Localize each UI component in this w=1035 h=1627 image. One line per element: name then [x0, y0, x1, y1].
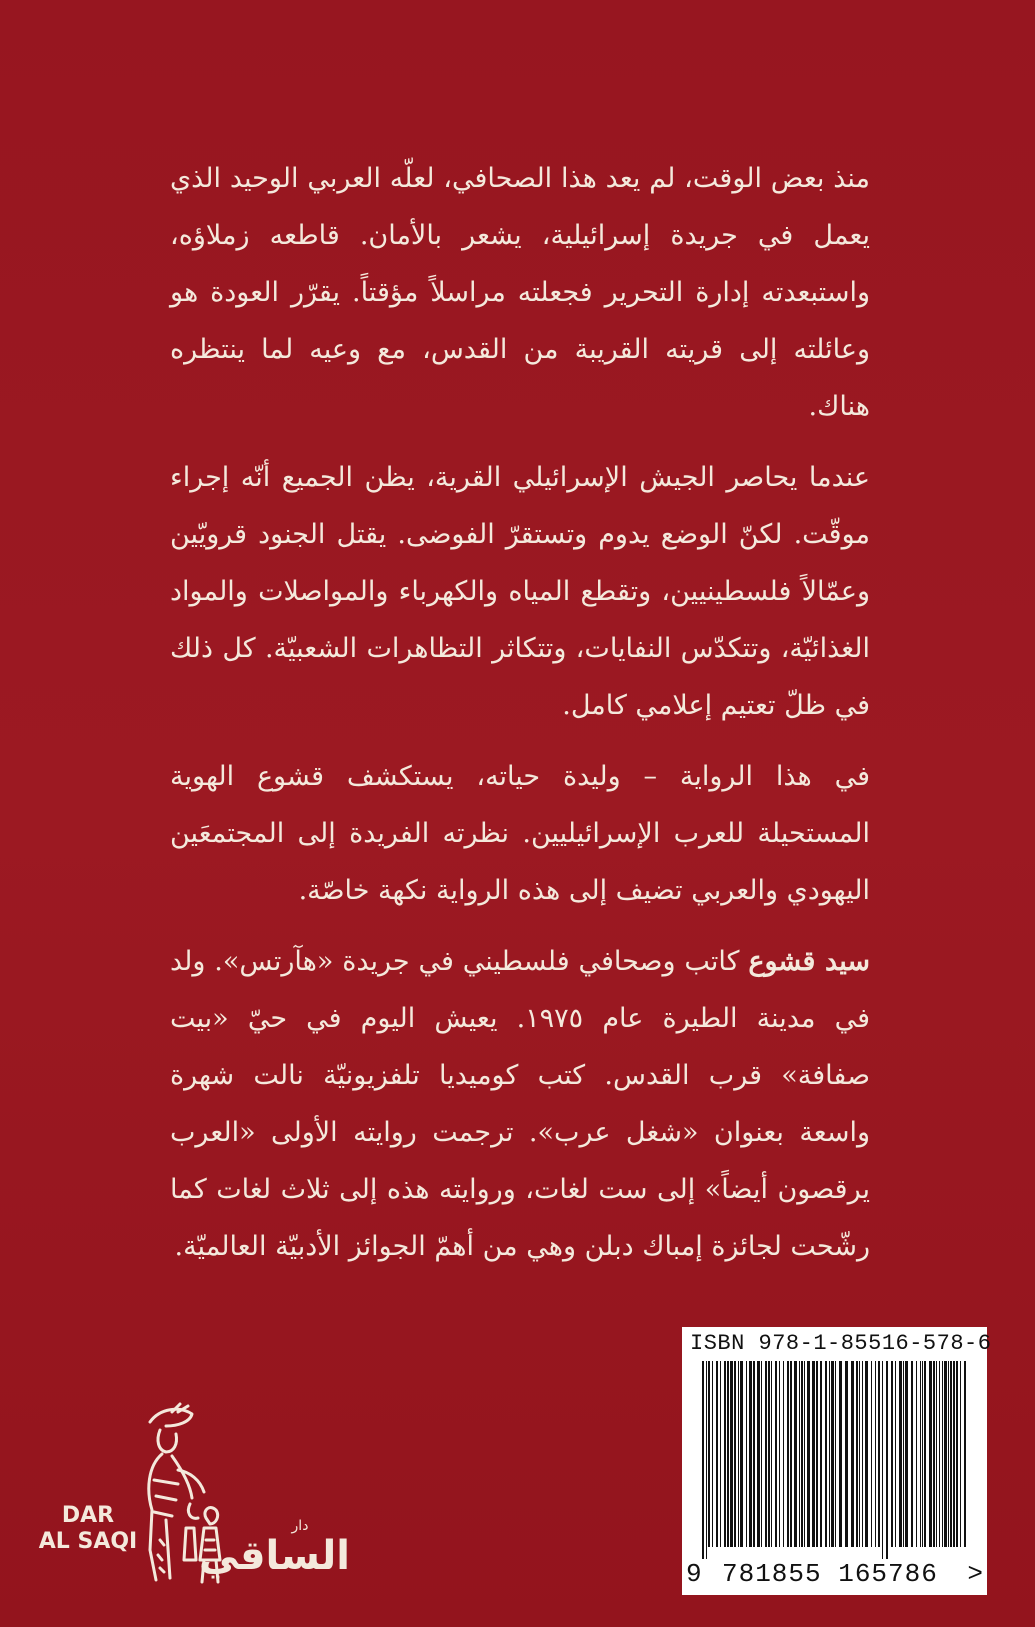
barcode-bar: [851, 1361, 854, 1547]
barcode-bar: [922, 1361, 923, 1547]
barcode-bar: [761, 1361, 762, 1547]
barcode-bar: [804, 1361, 805, 1547]
author-bio-text: كاتب وصحافي فلسطيني في جريدة «هآرتس». ولد في مدينة الطيرة عام ١٩٧٥. يعيش اليوم في حيّ «بيت صفافة» قرب القدس. كتب كوميديا تلفزيونيّة نالت شهرة واسعة بعنوان «شغل عرب». ترجمت روايته الأولى «العرب يرقصون أيضاً» إلى ست لغات، وروايته هذه إلى ثلاث لغات كما رشّحت لجائزة إمباك دبلن وهي من أهمّ الجوائز الأدبيّة العالميّة.: [170, 946, 870, 1262]
barcode-bar: [740, 1361, 743, 1547]
barcode-bar: [911, 1361, 913, 1547]
barcode-bar: [771, 1361, 772, 1547]
barcode-bar: [942, 1361, 943, 1547]
barcode-bar: [960, 1361, 961, 1547]
barcode-bar: [807, 1361, 810, 1547]
barcode-bar: [924, 1361, 926, 1547]
barcode-bar: [753, 1361, 755, 1547]
barcode-bar: [831, 1361, 834, 1547]
barcode-bar: [783, 1361, 784, 1547]
barcode-bar: [749, 1361, 752, 1547]
barcode-bar: [871, 1361, 872, 1547]
barcode-bar: [724, 1361, 726, 1547]
barcode-bar: [886, 1361, 888, 1559]
barcode-bar: [794, 1361, 797, 1547]
barcode-bar: [765, 1361, 767, 1547]
barcode-bar: [953, 1361, 955, 1547]
barcode-bar: [916, 1361, 917, 1547]
barcode-bar: [845, 1361, 848, 1547]
isbn-label: ISBN 978-1-85516-578-6: [690, 1331, 992, 1356]
barcode-bar: [706, 1361, 707, 1559]
ean-digits: 781855 165786: [722, 1559, 938, 1589]
barcode-bar: [734, 1361, 736, 1547]
barcode-bar: [812, 1361, 815, 1547]
barcode-bar: [775, 1361, 777, 1547]
barcode-bar: [746, 1361, 747, 1547]
barcode-bar: [899, 1361, 902, 1547]
barcode-bar: [956, 1361, 958, 1547]
barcode-bar: [875, 1361, 876, 1547]
barcode-bar: [757, 1361, 760, 1547]
barcode-bar: [882, 1361, 883, 1559]
publisher-arabic-small: دار: [291, 1518, 309, 1534]
blurb-paragraph-1: منذ بعض الوقت، لم يعد هذا الصحافي، لعلّه العربي الوحيد الذي يعمل في جريدة إسرائيلية، يشعر بالأمان. قاطعه زملاؤه، واستبعدته إدارة التحرير فجعلته مراسلاً مؤقتاً. يقرّر العودة هو وعائلته إلى قريته القريبة من القدس، مع وعيه لما ينتظره هناك.: [170, 163, 870, 422]
barcode-bar: [712, 1361, 713, 1547]
ean-first-digit: 9: [686, 1559, 702, 1589]
blurb-text: [170, 150, 870, 1275]
barcode-bar: [720, 1361, 721, 1547]
barcode-bar: [790, 1361, 792, 1547]
barcode-bar: [939, 1361, 940, 1547]
barcode: [694, 1361, 976, 1559]
publisher-latin-line-2: AL SAQI: [38, 1529, 138, 1554]
barcode-bar: [702, 1361, 704, 1559]
blurb-paragraph-2: عندما يحاصر الجيش الإسرائيلي القرية، يظن الجميع أنّه إجراء موقّت. لكنّ الوضع يدوم وتستقرّ الفوضى. يقتل الجنود قرويّين وعمّالاً فلسطينيين، وتقطع المياه والكهرباء والمواصلات والمواد الغذائيّة، وتتكدّس النفايات، وتتكاثر التظاهرات الشعبيّة. كل ذلك في ظلّ تعتيم إعلامي كامل.: [170, 462, 870, 721]
barcode-bar: [950, 1361, 952, 1547]
barcode-bar: [859, 1361, 860, 1547]
barcode-bar: [936, 1361, 937, 1547]
barcode-bar: [891, 1361, 893, 1547]
barcode-bar: [816, 1361, 818, 1547]
barcode-bar: [768, 1361, 770, 1547]
barcode-bar: [730, 1361, 733, 1547]
barcode-bar: [964, 1361, 966, 1547]
barcode-bar: [779, 1361, 780, 1547]
barcode-bar: [895, 1361, 896, 1547]
barcode-bar: [799, 1361, 800, 1547]
publisher-logo-latin: [28, 1503, 148, 1555]
barcode-bar: [878, 1361, 880, 1547]
barcode-bar: [929, 1361, 932, 1547]
barcode-bar: [944, 1361, 947, 1547]
isbn-barcode-box: [682, 1327, 992, 1595]
barcode-bar: [920, 1361, 921, 1547]
author-name: سيد قشوع: [748, 946, 870, 977]
barcode-bar: [865, 1361, 868, 1547]
barcode-bar: [825, 1361, 827, 1547]
barcode-bar: [835, 1361, 836, 1547]
barcode-bar: [905, 1361, 908, 1547]
barcode-bar: [856, 1361, 858, 1547]
publisher-logo-arabic: الساقي: [198, 1533, 350, 1579]
barcode-bar: [738, 1361, 739, 1547]
author-bio: [170, 933, 870, 1275]
ean-quiet-zone-marker: >: [967, 1559, 983, 1589]
barcode-bar: [829, 1361, 830, 1547]
barcode-bar: [933, 1361, 935, 1547]
barcode-bar: [787, 1361, 789, 1547]
barcode-bar: [727, 1361, 729, 1547]
barcode-bar: [948, 1361, 949, 1547]
barcode-bar: [862, 1361, 863, 1547]
publisher-latin-line-1: DAR: [61, 1503, 115, 1528]
barcode-bar: [716, 1361, 718, 1547]
barcode-bar: [708, 1361, 710, 1547]
barcode-bar: [839, 1361, 842, 1547]
blurb-paragraph-3: في هذا الرواية – وليدة حياته، يستكشف قشوع الهوية المستحيلة للعرب الإسرائيليين. نظرته الفريدة إلى المجتمعَين اليهودي والعربي تضيف إلى هذه الرواية نكهة خاصّة.: [170, 761, 870, 906]
barcode-bar: [903, 1361, 904, 1547]
barcode-bar: [801, 1361, 803, 1547]
barcode-bar: [820, 1361, 822, 1547]
